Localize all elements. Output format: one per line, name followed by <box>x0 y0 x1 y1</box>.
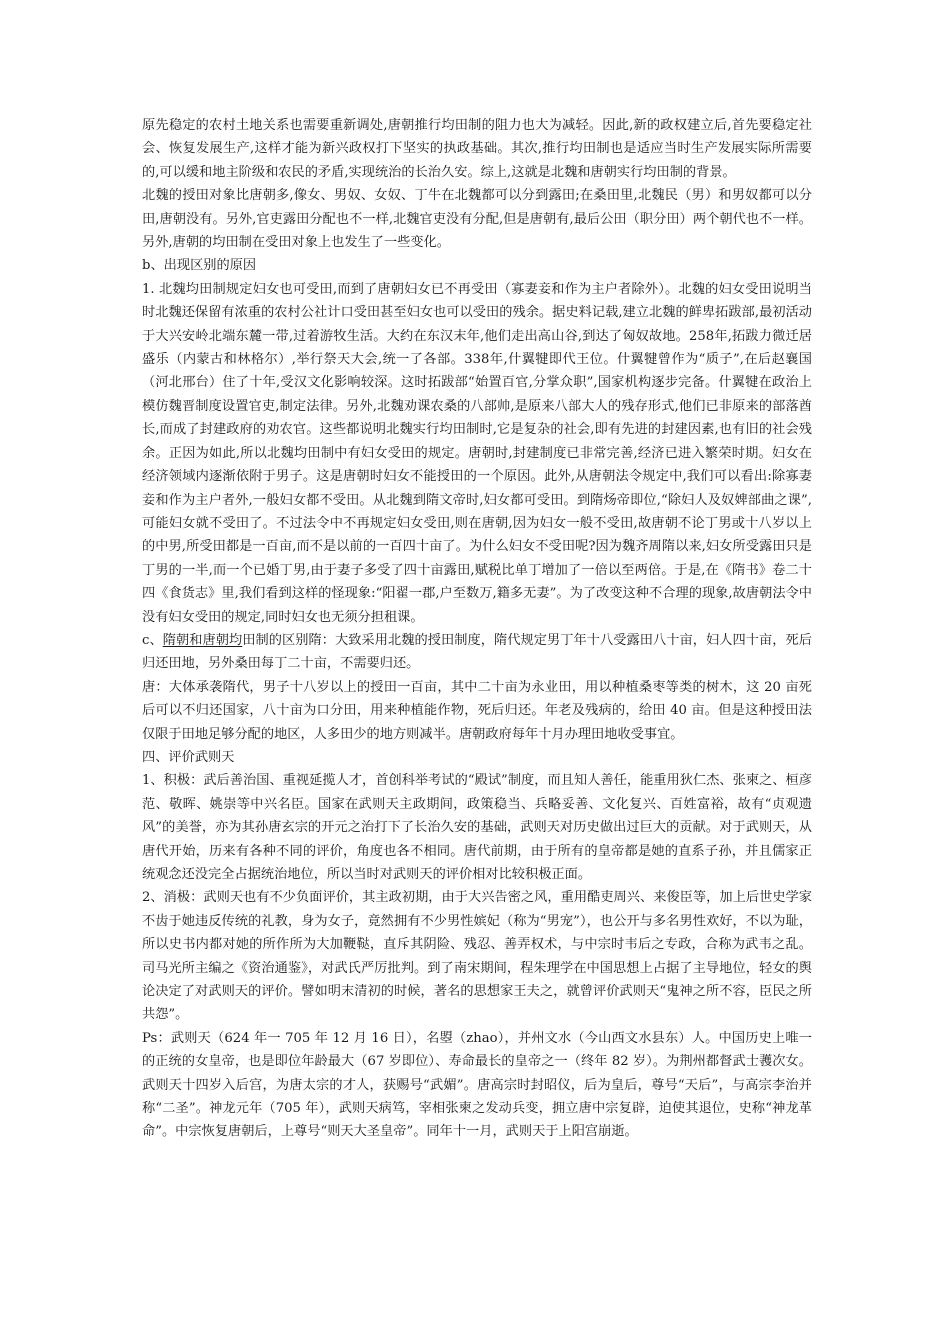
section-c-prefix: c、 <box>142 632 163 648</box>
heading-reasons: b、出现区别的原因 <box>142 258 257 274</box>
paragraph-ps-biography: Ps：武则天（624 年一 705 年 12 月 16 日），名曌（zhao），并州文水（今山西文水县东）人。中国历史上唯一的正统的女皇帝，也是即位年龄最大（67 岁即位）、寿命最长的皇帝之一（终年 82 岁）。为荆州都督武士彟次女。武则天十四岁入后宫，为唐太宗的才人，获赐号“武媚”。唐高宗时封昭仪，后为皇后，尊号“天后”，与高宗李治并称“二圣”。神龙元年（705 年），武则天病笃，宰相张柬之发动兵变，拥立唐中宗复辟，迫使其退位，史称“神龙革命”。中宗恢复唐朝后，上尊号“则天大圣皇帝”。同年十一月，武则天于上阳宫崩逝。 <box>142 1030 812 1140</box>
section-c-rest: 田制的区别隋：大致采用北魏的授田制度，隋代规定男丁年十八受露田八十亩，妇人四十亩，死后归还田地，另外桑田每丁二十亩，不需要归还。 <box>142 632 812 672</box>
paragraph-grant-objects: 北魏的授田对象比唐朝多,像女、男奴、女奴、丁牛在北魏都可以分到露田;在桑田里,北魏民（男）和男奴都可以分田,唐朝没有。另外,官吏露田分配也不一样,北魏官吏没有分配,但是唐朝有,最后公田（职分田）两个朝代也不一样。另外,唐朝的均田制在受田对象上也发生了一些变化。 <box>142 188 812 251</box>
paragraph-tang-system: 唐：大体承袭隋代，男子十八岁以上的授田一百亩，其中二十亩为永业田，用以种植桑枣等类的树木，这 20 亩死后可以不归还国家，八十亩为口分田，用来种植能作物，死后归还。年老及残病的，给田 40 亩。但是这种授田法仅限于田地足够分配的地区，人多田少的地方则减半。唐朝政府每年十月办理田地收受事宜。 <box>142 679 812 742</box>
paragraph-negative: 2、消极：武则天也有不少负面评价，其主政初期，由于大兴告密之风，重用酷吏周兴、来俊臣等，加上后世史学家不齿于她违反传统的礼教，身为女子，竟然拥有不少男性嫔妃（称为“男宠”），也公开与多名男性欢好，不以为耻，所以史书内都对她的所作所为大加鞭鞑，直斥其阴险、残忍、善弄权术，与中宗时韦后之专政，合称为武韦之乱。司马光所主编之《资治通鉴》，对武氏严厉批判。到了南宋期间，程朱理学在中国思想上占据了主导地位，轻女的舆论决定了对武则天的评价。譬如明末清初的时候，著名的思想家王夫之，就曾评价武则天“鬼神之所不容，臣民之所共怨”。 <box>142 890 812 1023</box>
document-body <box>142 114 812 1144</box>
paragraph-background-summary: 原先稳定的农村土地关系也需要重新调处,唐朝推行均田制的阻力也大为减轻。因此,新的政权建立后,首先要稳定社会、恢复发展生产,这样才能为新兴政权打下坚实的执政基础。其次,推行均田制也是适应当时生产发展实际所需要的,可以缓和地主阶级和农民的矛盾,实现统治的长治久安。综上,这就是北魏和唐朝实行均田制的背景。 <box>142 118 812 180</box>
section-c-underlined: 隋朝和唐朝均 <box>162 632 243 648</box>
paragraph-sui-tang-difference <box>142 629 812 676</box>
paragraph-positive: 1、积极：武后善治国、重视延揽人才，首创科举考试的“殿试”制度，而且知人善任，能重用狄仁杰、张柬之、桓彦范、敬晖、姚崇等中兴名臣。国家在武则天主政期间，政策稳当、兵略妥善、文化复兴、百姓富裕，故有“贞观遗风”的美誉，亦为其孙唐玄宗的开元之治打下了长治久安的基础，武则天对历史做出过巨大的贡献。对于武则天，从唐代开始，历来有各种不同的评价，角度也各不相同。唐代前期，由于所有的皇帝都是她的直系子孙，并且儒家正统观念还没完全占据统治地位，所以当时对武则天的评价相对比较积极正面。 <box>142 773 812 882</box>
heading-evaluate-wu-zetian: 四、评价武则天 <box>142 749 235 765</box>
paragraph-reason-1: 1. 北魏均田制规定妇女也可受田,而到了唐朝妇女已不再受田（寡妻妾和作为主户者除外）。北魏的妇女受田说明当时北魏还保留有浓重的农村公社计口受田甚至妇女也可以受田的残余。据史料记载,建立北魏的鲜卑拓跋部,最初活动于大兴安岭北端东麓一带,过着游牧生活。大约在东汉末年,他们走出高山谷,到达了匈奴故地。258年,拓跋力微迁居盛乐（内蒙古和林格尔）,举行祭天大会,统一了各部。338年,什翼犍即代王位。什翼犍曾作为“质子”,在后赵襄国（河北邢台）住了十年,受汉文化影响较深。这时拓跋部“始置百官,分掌众职”,国家机构逐步完备。什翼犍在政治上模仿魏晋制度设置官吏,制定法律。另外,北魏劝课农桑的八部帅,是原来八部大人的残存形式,他们已非原来的部落酋长,而成了封建政府的劝农官。这些都说明北魏实行均田制时,它是复杂的社会,即有先进的封建因素,也有旧的社会残余。正因为如此,所以北魏均田制中有妇女受田的规定。唐朝时,封建制度已非常完善,经济已进入繁荣时期。妇女在经济领域内逐渐依附于男子。这是唐朝时妇女不能授田的一个原因。此外,从唐朝法令规定中,我们可以看出:除寡妻妾和作为主户者外,一般妇女都不受田。从北魏到隋文帝时,妇女都可受田。到隋炀帝即位,“除妇人及奴婢部曲之课”,可能妇女就不受田了。不过法令中不再规定妇女受田,则在唐朝,因为妇女一般不受田,故唐朝不论丁男或十八岁以上的中男,所受田都是一百亩,而不是以前的一百四十亩了。为什么妇女不受田呢?因为魏齐周隋以来,妇女所受露田只是丁男的一半,而一个已婚丁男,由于妻子多受了四十亩露田,赋税比单丁增加了一倍以至两倍。于是,在《隋书》卷二十四《食货志》里,我们看到这样的怪现象:“阳翟一郡,户至数万,籍多无妻”。为了改变这种不合理的现象,故唐朝法令中没有妇女受田的规定,同时妇女也无须分担租课。 <box>142 281 812 625</box>
